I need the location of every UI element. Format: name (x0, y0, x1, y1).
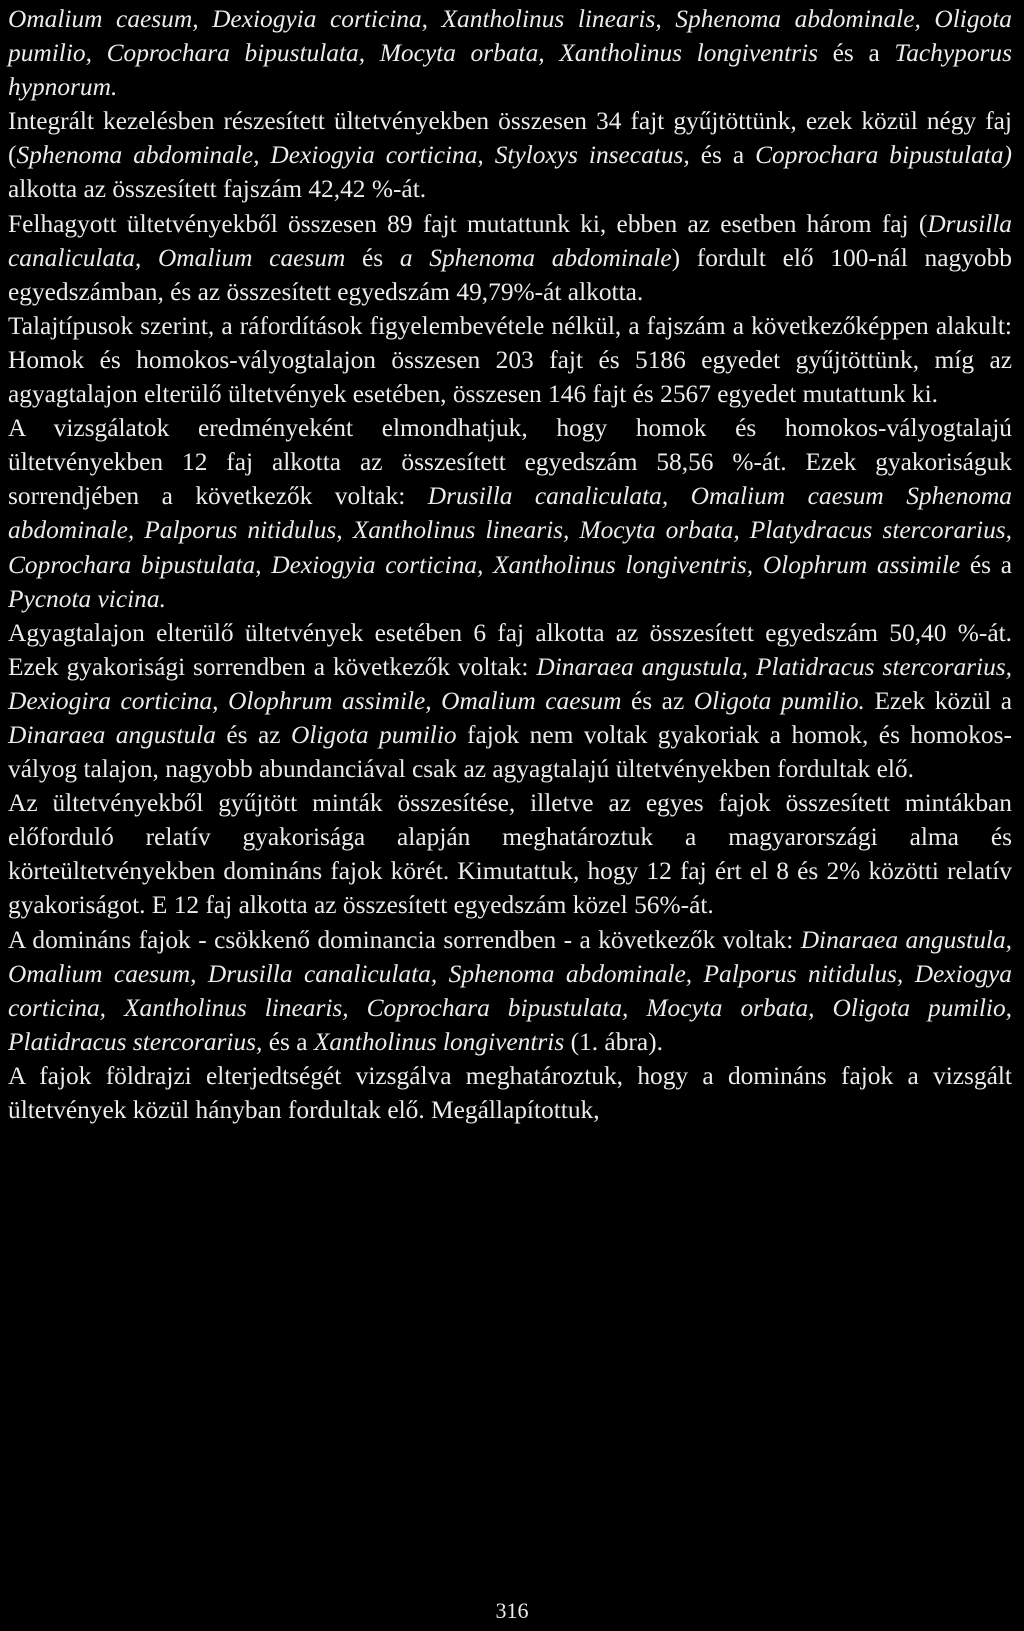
species-name: Pycnota vicina. (8, 584, 166, 613)
species-name: Tachyporus hypnorum. (8, 39, 1012, 102)
text-run: A fajok földrajzi elterjedtségét vizsgálva meghatároztuk, hogy a domináns fajok a vizsgált ültetvények közül hányban fordultak elő. Megállapítottuk, (8, 1061, 1012, 1124)
text-run: Az ültetvényekből gyűjtött minták összesítése, illetve az egyes fajok összesített mintákban előforduló relatív gyakorisága alapján meghatároztuk a magyarországi alma és körteültetvényekben domináns fajok körét. Kimutattuk, hogy 12 faj ért el 8 és 2% közötti relatív gyakoriságot. E 12 faj alkotta az összesített egyedszám közel 56%-át. (8, 789, 1012, 920)
species-name: Coprochara bipustulata) (755, 141, 1012, 170)
text-run: ) fordult elő 100-nál nagyobb egyedszámban, és az összesített egyedszám 49,79%-át alkotta. (8, 243, 1012, 306)
species-name: Sphenoma abdominale, Dexiogyia corticina, Styloxys insecatus, (16, 141, 690, 170)
text-run: Felhagyott ültetvényekből összesen 89 fajt mutattunk ki, ebben az esetben három faj ( (8, 209, 928, 238)
paragraph-soil-types (8, 309, 1012, 411)
text-run: és az (621, 686, 694, 715)
species-name: Dinaraea angustula, Platidracus stercorarius, Dexiogira corticina, Olophrum assimile, Omalium caesum (8, 652, 1013, 715)
paragraph-sandy-soil-results (8, 411, 1012, 616)
paragraph-relative-frequency (8, 786, 1012, 922)
text-run: Integrált kezelésben részesített ültetvényekben összesen 34 fajt gyűjtöttünk, ezek közül négy faj ( (8, 107, 1012, 170)
species-name: Dinaraea angustula (8, 720, 216, 749)
text-run: és a (262, 1027, 314, 1056)
text-run: Agyagtalajon elterülő ültetvények esetében 6 faj alkotta az összesített egyedszám 50,40 %-át. Ezek gyakorisági sorrendben a következők voltak: (8, 618, 1012, 681)
text-run: és a (960, 550, 1013, 579)
species-name: Dinaraea angustula, Omalium caesum, Drusilla canaliculata, Sphenoma abdominale, Palporus nitidulus, Dexiogya corticina, Xantholinus linearis, Coprochara bipustulata, Mocyta orbata, Oligota pumilio, Platidracus stercorarius, (8, 925, 1012, 1056)
species-name: Oligota pumilio (290, 720, 457, 749)
text-run: A vizsgálatok eredményeként elmondhatjuk, hogy homok és homokos-vályogtalajú ültetvényekben 12 faj alkotta az összesített egyedszám 58,56 %-át. Ezek gyakoriságuk sorrendjében a következők voltak: (8, 414, 1012, 511)
text-run: fajok nem voltak gyakoriak a homok, és homokos-vályog talajon, nagyobb abundanciával csak az agyagtalajú ültetvényekben fordultak elő. (8, 720, 1012, 784)
text-run: és a (689, 141, 756, 170)
paragraph-abandoned-orchards (8, 207, 1012, 309)
document-page (8, 2, 1012, 1127)
paragraph-species-list (8, 2, 1012, 104)
species-name: Drusilla canaliculata, Omalium caesum (8, 209, 1012, 272)
text-run: Talajtípusok szerint, a ráfordítások figyelembevétele nélkül, a fajszám a következőképpen alakult: Homok és homokos-vályogtalajon összesen 203 fajt és 5186 egyedet gyűjtöttünk, míg az agyagtalajon elterülő ültetvények esetében, összesen 146 fajt és 2567 egyedet mutattunk ki. (8, 311, 1012, 409)
species-name: Xantholinus longiventris (313, 1027, 565, 1056)
page-number: 316 (495, 1598, 529, 1623)
paragraph-clay-soil-results (8, 616, 1012, 786)
text-run: (1. ábra). (564, 1027, 663, 1056)
paragraph-dominant-species (8, 923, 1012, 1059)
species-name: Omalium caesum, Dexiogyia corticina, Xantholinus linearis, Sphenoma abdominale, Oligota pumilio, Coprochara bipustulata, Mocyta orbata, Xantholinus longiventris (8, 5, 1012, 68)
text-run: alkotta az összesített fajszám 42,42 %-át. (8, 175, 427, 204)
text-run: A domináns fajok - csökkenő dominancia sorrendben - a következők voltak: (8, 925, 801, 954)
text-run: és a (817, 39, 895, 68)
species-name: a Sphenoma abdominale (399, 243, 672, 272)
species-name: Oligota pumilio. (693, 686, 865, 715)
paragraph-integrated-treatment (8, 104, 1012, 206)
text-run: és (345, 243, 400, 272)
paragraph-geographic-distribution (8, 1059, 1012, 1127)
text-run: Ezek közül a (864, 686, 1013, 715)
text-run: és az (215, 720, 291, 749)
species-name: Drusilla canaliculata, Omalium caesum Sphenoma abdominale, Palporus nitidulus, Xantholinus linearis, Mocyta orbata, Platydracus stercorarius, Coprochara bipustulata, Dexiogyia corticina, Xantholinus longiventris, Olophrum assimile (8, 482, 1012, 579)
